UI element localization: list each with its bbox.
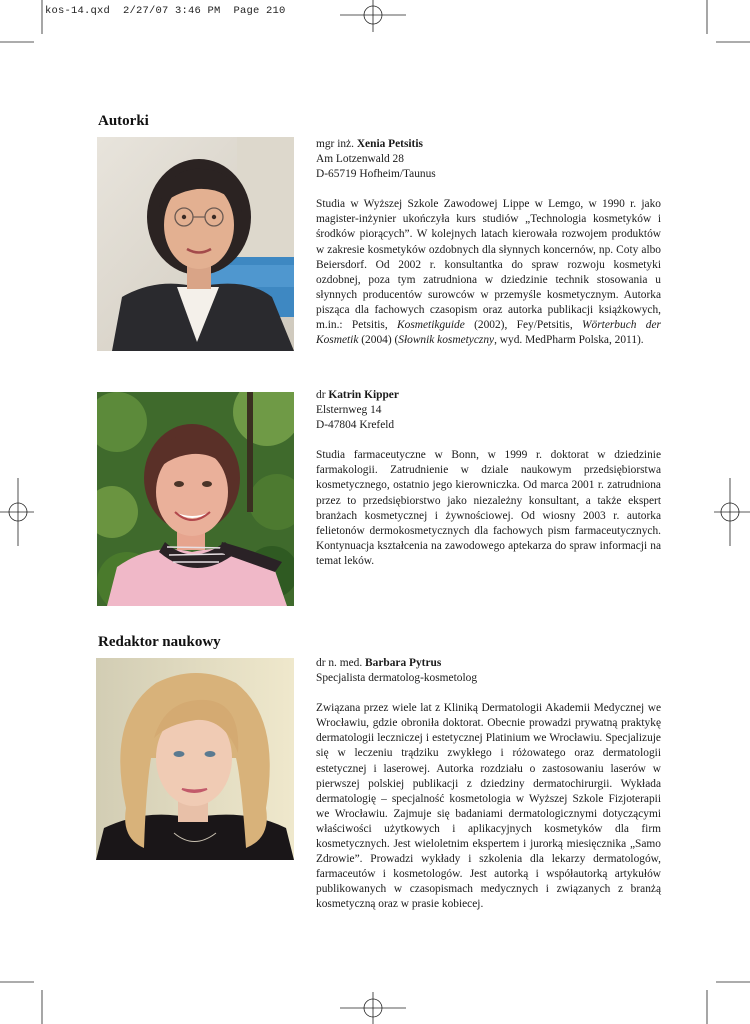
bio-text: , wyd. MedPharm Polska, 2011). — [494, 334, 644, 347]
print-slug: kos-14.qxd 2/27/07 3:46 PM Page 210 — [45, 5, 286, 17]
author-address-city: D-47804 Krefeld — [316, 419, 395, 432]
author-photo-petsitis — [97, 137, 294, 351]
editor-name-line — [316, 656, 661, 671]
book-title: Wörterbuch der Kosmetik — [316, 319, 661, 347]
editor-heading: Redaktor naukowy — [98, 634, 221, 650]
bio-text: Studia w Wyższej Szkole Zawodowej Lippe w Lemgo, w 1990 r. jako magister-inżynier ukończyła kurs studiów „Technologia kosmetyków i środków piorących”. W kolejnych latach kierowała rozwojem produktów w zakresie kosmetyków ozdobnych dla słynnych koncernów, np. Coty albo Beiersdorf. Od 2002 r. konsultantka do spraw rozwoju kosmetyki ozdobnej, poza tym zatrudniona w dziedzinie technik stosowania u słynnych producentów surowców w przemyśle kosmetycznym. Autorka pisząca dla fachowych czasopism oraz autorka publikacji książkowych, m.in.: Petsitis, — [316, 198, 661, 332]
author-photo-kipper — [97, 392, 294, 606]
author-name: Xenia Petsitis — [356, 138, 423, 150]
book-title: Słownik kosmetyczny — [398, 334, 495, 347]
editor-role: Specjalista dermatolog-kosmetolog — [316, 672, 478, 685]
editor-photo-pytrus — [96, 658, 294, 860]
editor-academic-title: dr n. med. — [316, 657, 363, 669]
editor-pytrus-info — [316, 656, 661, 913]
author-address-city: D-65719 Hofheim/Taunus — [316, 168, 436, 181]
book-title: Kosmetikguide — [397, 319, 465, 332]
editor-name: Barbara Pytrus — [365, 657, 442, 669]
author-address-street: Elsternweg 14 — [316, 404, 382, 417]
author-name-line — [316, 388, 661, 403]
author-name-line — [316, 137, 661, 152]
author-name: Katrin Kipper — [328, 389, 399, 401]
author-bio: Studia farmaceutyczne w Bonn, w 1999 r. doktorat w dziedzinie farmakologii. Zatrudnienie w dziale naukowym przedsiębiorstwa kosmetycznego, ostatnio jego kierowniczka. Od marca 2001 r. zatrudniona przez to przedsiębiorstwo jako niezależny konsultant, a także ekspert branżach kosmetycznej i żywnościowej. Od wiosny 2003 r. autorka felietonów dermokosmetycznych dla fachowych pism farmaceutycznych. Kontynuacja kształcenia na zawodowego aptekarza do spraw informacji na temat leków. — [316, 449, 661, 567]
author-academic-title: dr — [316, 389, 326, 401]
bio-text: (2002), Fey/Petsitis, — [464, 319, 583, 332]
author-kipper-info — [316, 388, 661, 569]
bio-text: (2004) ( — [358, 334, 399, 347]
authors-heading: Autorki — [98, 113, 149, 129]
author-academic-title: mgr inż. — [316, 138, 354, 150]
editor-bio: Związana przez wiele lat z Kliniką Dermatologii Akademii Medycznej we Wrocławiu, gdzie obroniła doktorat. Obecnie prowadzi prywatną praktykę dermatologii leczniczej i estetycznej Platinium we Wrocławiu. Specjalizuje się w leczeniu trądziku zwykłego i różowatego oraz dermatologii estetycznej i laserowej. Autorka rozdziału o zastosowaniu laserów w pierwszej polskiej publikacji z dziedziny dermatochirurgii. Wykłada dermatologię – specjalność kosmetologia w Wyższej Szkole Fizjoterapii we Wrocławiu. Zajmuje się badaniami dermatologicznymi dotyczącymi właściwości użytkowych i aplikacyjnych kosmetyków dla firm kosmetycznych. Jest wieloletnim ekspertem i jurorką miesięcznika „Samo Zdrowie”. Prowadzi wykłady i szkolenia dla lekarzy dermatologów, farmaceutów i kosmetologów. Jest autorką i współautorką artykułów publikowanych w czasopismach medycznych i związanych z branżą kosmetyczną oraz w prasie kobiecej. — [316, 702, 661, 911]
author-bio — [316, 197, 661, 348]
author-address-street: Am Lotzenwald 28 — [316, 153, 404, 166]
author-petsitis-info — [316, 137, 661, 348]
